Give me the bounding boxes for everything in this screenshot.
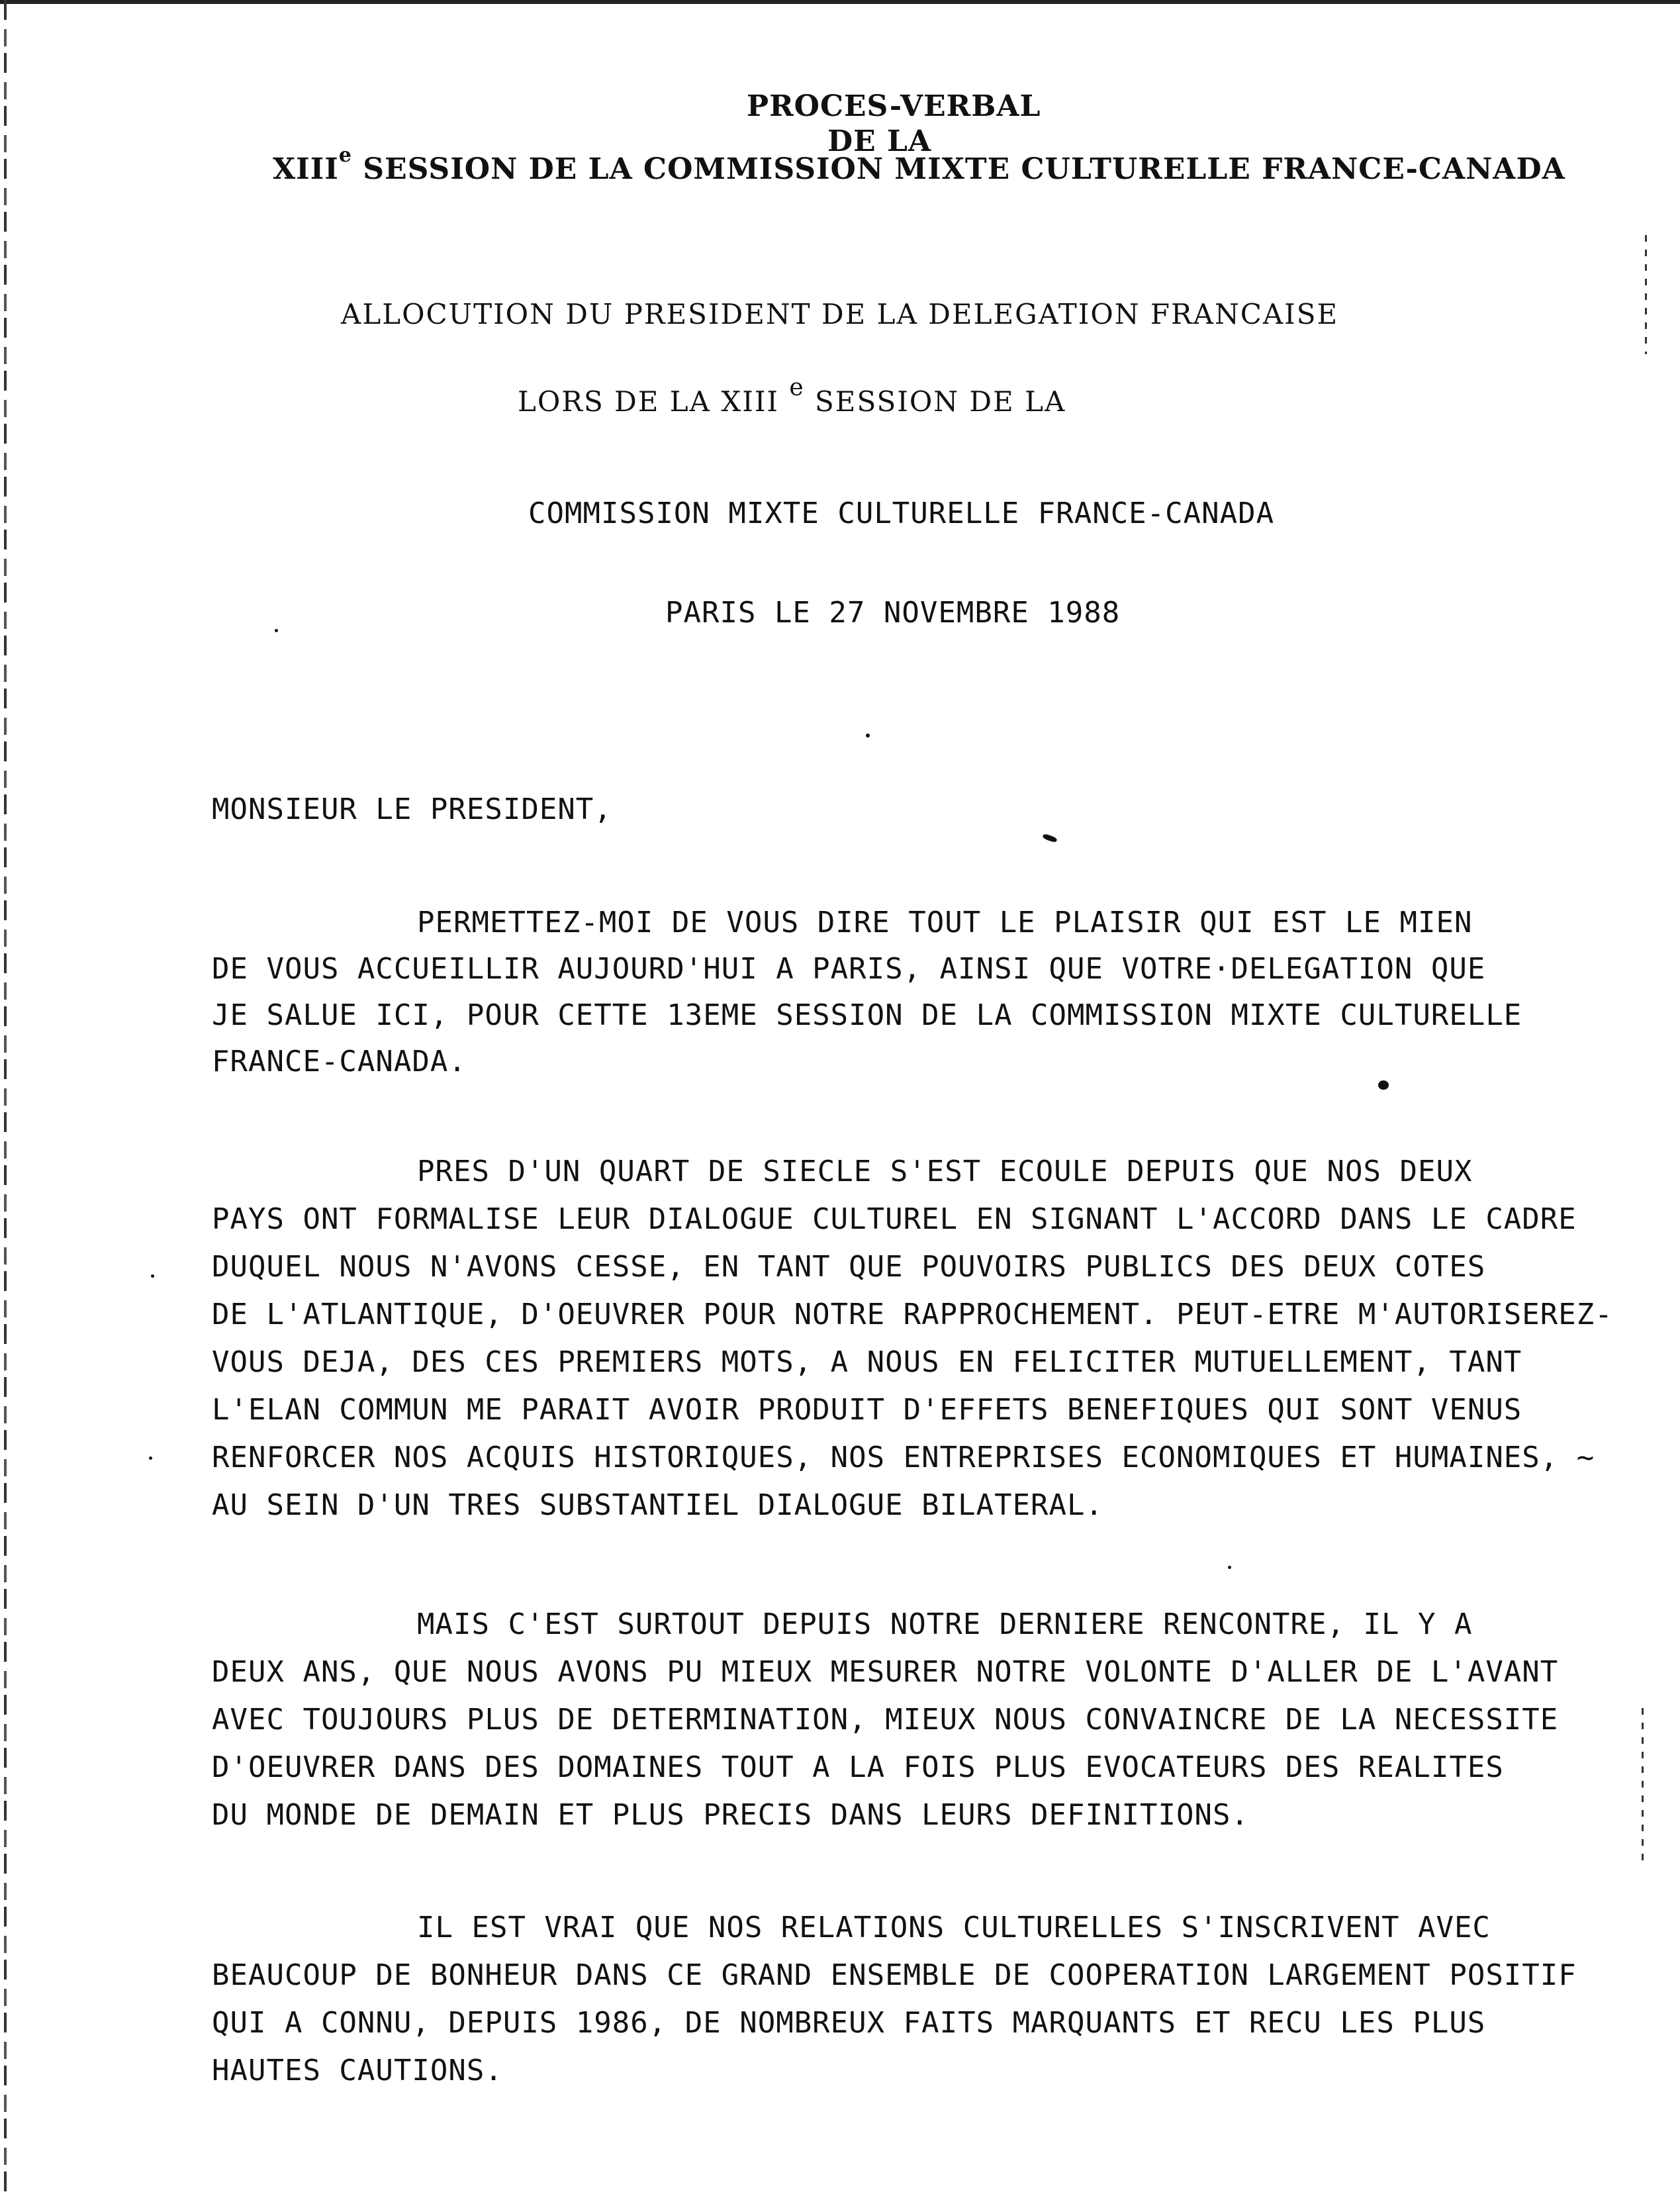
- speech-date-line: PARIS LE 27 NOVEMBRE 1988: [665, 596, 1121, 630]
- scan-top-edge: [0, 0, 1680, 4]
- paragraph-line: IL EST VRAI QUE NOS RELATIONS CULTURELLES S'INSCRIVENT AVEC: [417, 1911, 1491, 1944]
- paragraph-line: AVEC TOUJOURS PLUS DE DETERMINATION, MIEUX NOUS CONVAINCRE DE LA NECESSITE: [212, 1703, 1559, 1737]
- paragraph-line: FRANCE-CANADA.: [212, 1045, 467, 1078]
- paragraph-line: DUQUEL NOUS N'AVONS CESSE, EN TANT QUE POUVOIRS PUBLICS DES DEUX COTES: [212, 1250, 1486, 1284]
- header-session-text: SESSION DE LA COMMISSION MIXTE CULTURELLE FRANCE-CANADA: [351, 152, 1565, 186]
- scan-speck: [149, 1456, 152, 1460]
- scan-speck: [1378, 1080, 1389, 1090]
- paragraph-line: PAYS ONT FORMALISE LEUR DIALOGUE CULTUREL EN SIGNANT L'ACCORD DANS LE CADRE: [212, 1202, 1577, 1236]
- scan-speck: [151, 1274, 154, 1278]
- header-session-superscript: e: [338, 144, 352, 167]
- header-session-number: XIII: [273, 152, 339, 186]
- speech-session-prefix: LORS DE LA XIII: [518, 385, 790, 418]
- paragraph-line: DE L'ATLANTIQUE, D'OEUVRER POUR NOTRE RAPPROCHEMENT. PEUT-ETRE M'AUTORISEREZ-: [212, 1298, 1613, 1331]
- paragraph-line: PERMETTEZ-MOI DE VOUS DIRE TOUT LE PLAISIR QUI EST LE MIEN: [417, 906, 1473, 939]
- paragraph-line: D'OEUVRER DANS DES DOMAINES TOUT A LA FOIS PLUS EVOCATEURS DES REALITES: [212, 1750, 1504, 1784]
- scan-speck: [1042, 833, 1057, 843]
- paragraph-line: AU SEIN D'UN TRES SUBSTANTIEL DIALOGUE BILATERAL.: [212, 1488, 1104, 1522]
- margin-mark: [1645, 235, 1647, 354]
- speech-session-superscript: e: [789, 374, 805, 401]
- paragraph-line: DEUX ANS, QUE NOUS AVONS PU MIEUX MESURER NOTRE VOLONTE D'ALLER DE L'AVANT: [212, 1655, 1559, 1689]
- speech-session-line: [518, 374, 1066, 418]
- paragraph-line: DE VOUS ACCUEILLIR AUJOURD'HUI A PARIS, AINSI QUE VOTRE·DELEGATION QUE: [212, 952, 1486, 986]
- paragraph-line: VOUS DEJA, DES CES PREMIERS MOTS, A NOUS EN FELICITER MUTUELLEMENT, TANT: [212, 1345, 1522, 1379]
- header-subtitle: DE LA: [827, 124, 932, 158]
- paragraph-line: PRES D'UN QUART DE SIECLE S'EST ECOULE DEPUIS QUE NOS DEUX: [417, 1155, 1473, 1188]
- speech-commission-line: COMMISSION MIXTE CULTURELLE FRANCE-CANADA: [528, 497, 1275, 530]
- paragraph-line: QUI A CONNU, DEPUIS 1986, DE NOMBREUX FAITS MARQUANTS ET RECU LES PLUS: [212, 2006, 1486, 2040]
- salutation: MONSIEUR LE PRESIDENT,: [212, 792, 612, 826]
- scan-speck: [1228, 1566, 1231, 1569]
- scan-speck: [866, 734, 870, 738]
- scan-left-edge: [4, 0, 7, 2196]
- header-session-line: [273, 144, 1565, 186]
- paragraph-line: BEAUCOUP DE BONHEUR DANS CE GRAND ENSEMBLE DE COOPERATION LARGEMENT POSITIF: [212, 1958, 1577, 1992]
- margin-mark: [1642, 1708, 1644, 1860]
- scan-speck: [275, 629, 278, 632]
- speech-session-text: SESSION DE LA: [804, 385, 1066, 418]
- speech-title: ALLOCUTION DU PRESIDENT DE LA DELEGATION FRANCAISE: [341, 298, 1339, 330]
- paragraph-line: L'ELAN COMMUN ME PARAIT AVOIR PRODUIT D'EFFETS BENEFIQUES QUI SONT VENUS: [212, 1393, 1522, 1427]
- paragraph-line: JE SALUE ICI, POUR CETTE 13EME SESSION DE LA COMMISSION MIXTE CULTURELLE: [212, 998, 1522, 1032]
- paragraph-line: MAIS C'EST SURTOUT DEPUIS NOTRE DERNIERE RENCONTRE, IL Y A: [417, 1607, 1473, 1641]
- paragraph-line: HAUTES CAUTIONS.: [212, 2054, 503, 2087]
- paragraph-line: DU MONDE DE DEMAIN ET PLUS PRECIS DANS LEURS DEFINITIONS.: [212, 1798, 1249, 1832]
- header-title: PROCES-VERBAL: [747, 89, 1041, 123]
- paragraph-line: RENFORCER NOS ACQUIS HISTORIQUES, NOS ENTREPRISES ECONOMIQUES ET HUMAINES, ~: [212, 1441, 1595, 1474]
